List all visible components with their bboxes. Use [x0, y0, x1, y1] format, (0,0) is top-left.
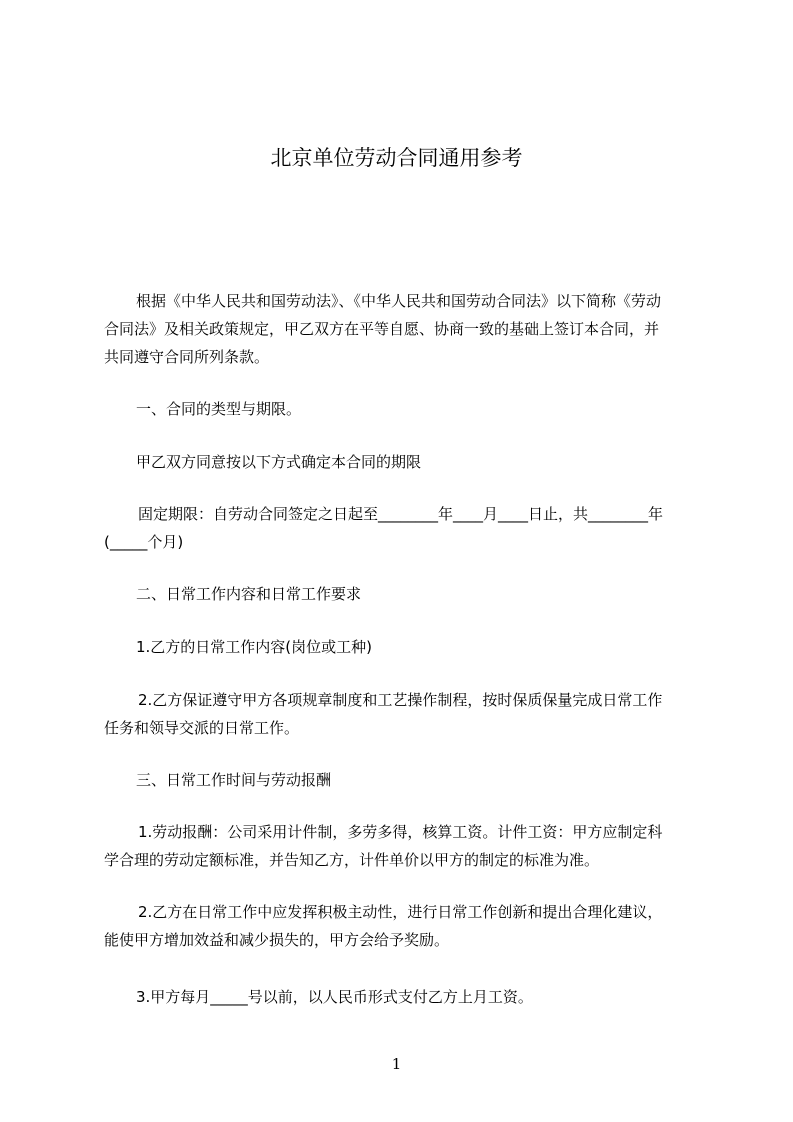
section-1-heading — [104, 395, 704, 423]
section-3-item-1 — [104, 818, 704, 874]
paragraph-line: (_____个月) — [104, 533, 184, 551]
preamble-paragraph — [104, 287, 704, 371]
paragraph-text: 1.乙方的日常工作内容(岗位或工种) — [136, 638, 373, 656]
preamble-line: 根据《中华人民共和国劳动法》、《中华人民共和国劳动合同法》以下简称《劳动 — [136, 292, 662, 310]
section-heading-text: 二、日常工作内容和日常工作要求 — [136, 585, 362, 603]
section-3-heading — [104, 766, 704, 794]
paragraph-line: 2.乙方在日常工作中应发挥积极主动性，进行日常工作创新和提出合理化建议， — [138, 903, 663, 921]
section-heading-text: 三、日常工作时间与劳动报酬 — [136, 771, 332, 789]
fixed-term-paragraph — [104, 500, 704, 556]
section-2-item-1 — [104, 633, 704, 661]
section-3-item-2 — [104, 898, 704, 954]
document-title: 北京单位劳动合同通用参考 — [270, 146, 523, 170]
preamble-line: 共同遵守合同所列条款。 — [104, 348, 270, 366]
section-2-heading — [104, 580, 704, 608]
section-2-item-2 — [104, 686, 704, 742]
paragraph-line: 1.劳动报酬：公司采用计件制，多劳多得，核算工资。计件工资：甲方应制定科 — [138, 823, 663, 841]
paragraph-line: 2.乙方保证遵守甲方各项规章制度和工艺操作制程，按时保质保量完成日常工作 — [138, 691, 663, 709]
section-1-text — [104, 448, 704, 476]
section-heading-text: 一、合同的类型与期限。 — [136, 400, 302, 418]
paragraph-line: 能使甲方增加效益和减少损失的，甲方会给予奖励。 — [104, 931, 450, 949]
section-3-item-3 — [104, 983, 704, 1011]
paragraph-line: 任务和领导交派的日常工作。 — [104, 719, 300, 737]
page-number: 1 — [391, 1055, 402, 1073]
paragraph-text: 甲乙双方同意按以下方式确定本合同的期限 — [136, 453, 422, 471]
paragraph-line: 学合理的劳动定额标准，并告知乙方，计件单价以甲方的制定的标准为准。 — [104, 851, 600, 869]
preamble-line: 合同法》及相关政策规定，甲乙双方在平等自愿、协商一致的基础上签订本合同，并 — [104, 320, 660, 338]
paragraph-text: 3.甲方每月_____号以前，以人民币形式支付乙方上月工资。 — [136, 988, 533, 1006]
paragraph-line: 固定期限：自劳动合同签定之日起至________年____月____日止，共________年 — [138, 505, 664, 523]
